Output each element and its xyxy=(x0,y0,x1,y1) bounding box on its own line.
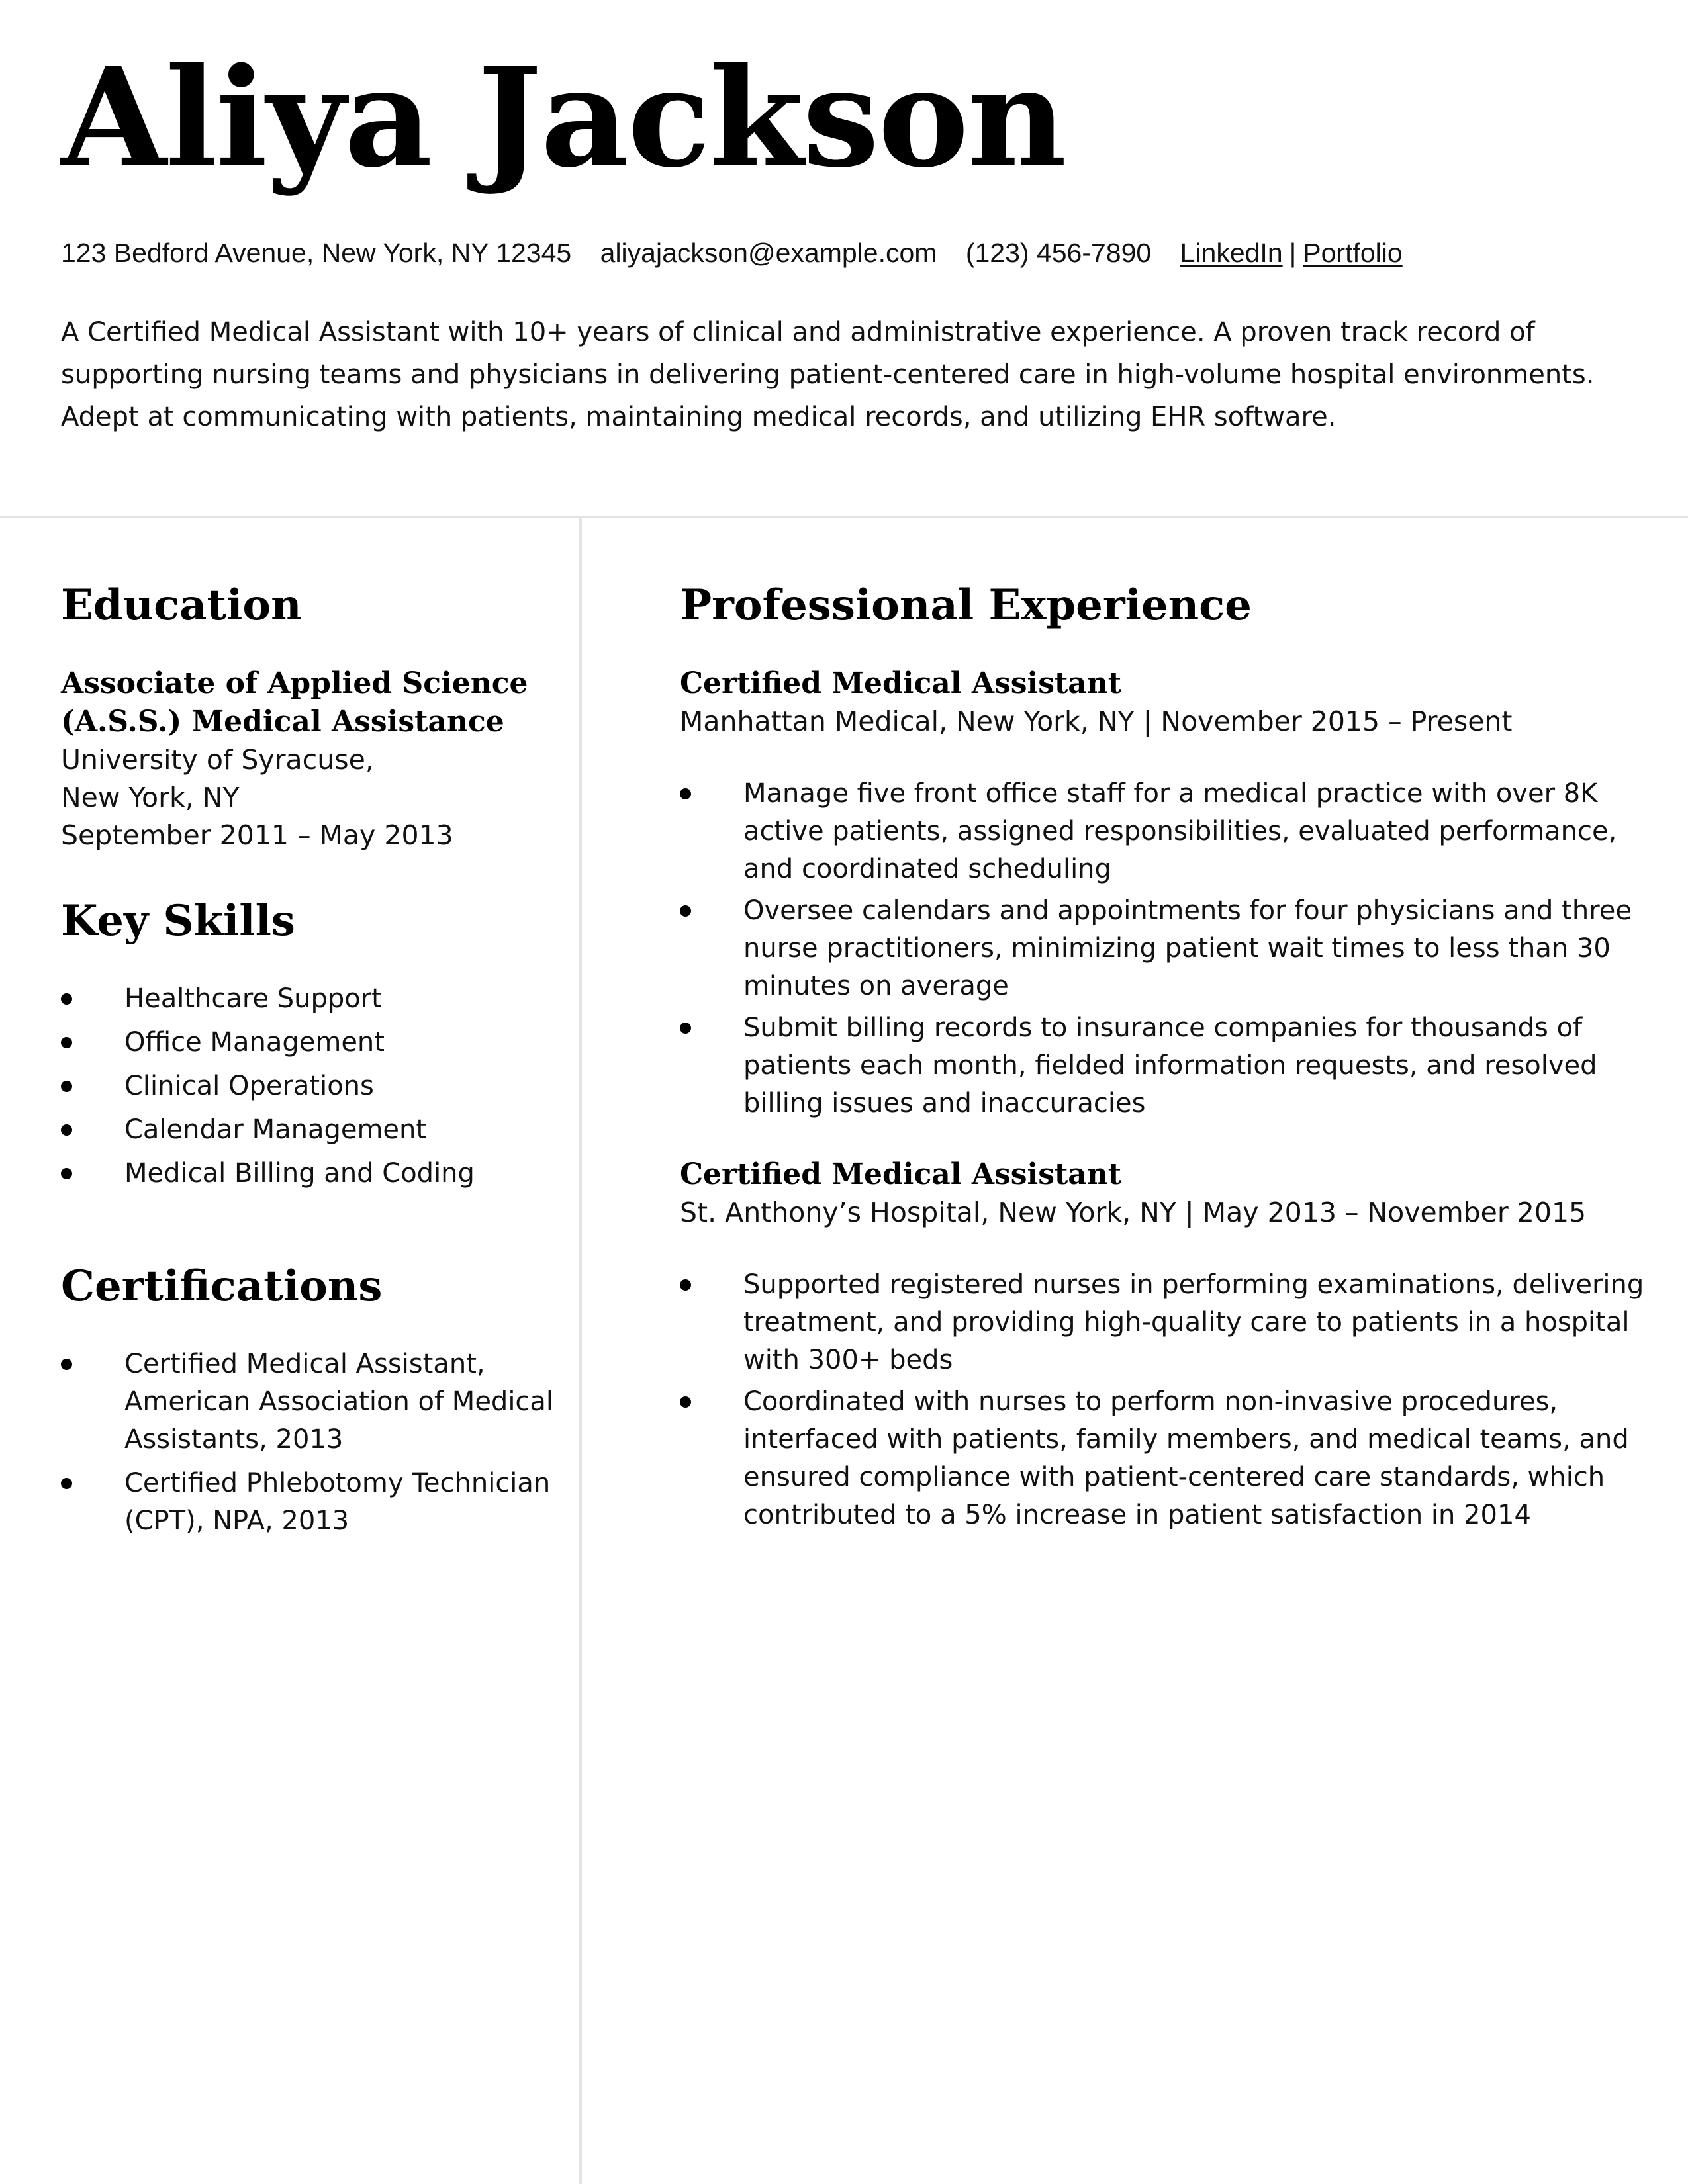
job-bullets xyxy=(680,1266,1646,1534)
education-section xyxy=(61,576,564,854)
skill-item: Healthcare Support xyxy=(61,980,564,1018)
phone: (123) 456-7890 xyxy=(965,238,1152,268)
job-entry xyxy=(680,1156,1646,1534)
skills-heading: Key Skills xyxy=(61,896,295,946)
certification-item: Certified Medical Assistant, American Association of Medical Assistants, 2013 xyxy=(61,1345,564,1459)
right-column xyxy=(680,576,1646,1538)
email: aliyajackson@example.com xyxy=(600,238,937,268)
column-divider xyxy=(579,517,582,2184)
certifications-section xyxy=(61,1257,564,1540)
school-line-2: New York, NY xyxy=(61,782,240,813)
degree-line-2: (A.S.S.) Medical Assistance xyxy=(61,705,504,739)
experience-section xyxy=(680,576,1646,1534)
job-title: Certified Medical Assistant xyxy=(680,1158,1122,1191)
bullet-icon xyxy=(61,1081,72,1092)
job-entry xyxy=(680,664,1646,1122)
bullet-icon xyxy=(61,1124,72,1136)
skill-item: Medical Billing and Coding xyxy=(61,1155,564,1193)
bullet-icon xyxy=(680,905,691,917)
certifications-list xyxy=(61,1345,564,1540)
summary-paragraph: A Certified Medical Assistant with 10+ years of clinical and administrative experience. A proven track record of supporting nursing teams and physicians in delivering patient-centered care in high-volume hospital environments. Adept at communicating with patients, maintaining medical records, and utilizing EHR software. xyxy=(61,317,1595,432)
education-dates: September 2011 – May 2013 xyxy=(61,819,453,851)
candidate-name: Aliya Jackson xyxy=(61,38,1066,198)
skill-item: Clinical Operations xyxy=(61,1068,564,1105)
job-bullet: Manage five front office staff for a medical practice with over 8K active patients, assigned responsibilities, evaluated performance, and coordinated scheduling xyxy=(680,775,1646,888)
job-meta: Manhattan Medical, New York, NY | November 2015 – Present xyxy=(680,705,1513,737)
bullet-icon xyxy=(680,1279,691,1291)
job-title: Certified Medical Assistant xyxy=(680,666,1122,700)
bullet-icon xyxy=(61,1478,72,1489)
left-column xyxy=(61,576,564,1546)
bullet-icon xyxy=(680,788,691,799)
certifications-heading: Certifications xyxy=(61,1261,383,1311)
skills-list xyxy=(61,980,564,1193)
contact-line xyxy=(61,234,1403,271)
skill-item: Office Management xyxy=(61,1024,564,1062)
bullet-icon xyxy=(61,1168,72,1179)
job-bullet: Oversee calendars and appointments for four physicians and three nurse practitioners, minimizing patient wait times to less than 30 minutes on average xyxy=(680,892,1646,1005)
skill-item: Calendar Management xyxy=(61,1111,564,1149)
address: 123 Bedford Avenue, New York, NY 12345 xyxy=(61,238,572,268)
job-bullet: Submit billing records to insurance companies for thousands of patients each month, fielded information requests, and resolved billing issues and inaccuracies xyxy=(680,1009,1646,1122)
job-bullet: Coordinated with nurses to perform non-invasive procedures, interfaced with patients, family members, and medical teams, and ensured compliance with patient-centered care standards, which contributed to a 5% increase in patient satisfaction in 2014 xyxy=(680,1383,1646,1534)
bullet-icon xyxy=(61,1037,72,1048)
portfolio-link[interactable]: Portfolio xyxy=(1303,238,1403,268)
bullet-icon xyxy=(680,1023,691,1034)
skills-section xyxy=(61,891,564,1193)
school-line-1: University of Syracuse, xyxy=(61,744,374,776)
job-meta: St. Anthony’s Hospital, New York, NY | May 2013 – November 2015 xyxy=(680,1197,1587,1228)
bullet-icon xyxy=(61,993,72,1005)
degree-line-1: Associate of Applied Science xyxy=(61,666,528,700)
header-divider xyxy=(0,516,1688,518)
certification-item: Certified Phlebotomy Technician (CPT), NPA, 2013 xyxy=(61,1465,564,1540)
bullet-icon xyxy=(61,1359,72,1370)
job-bullets xyxy=(680,775,1646,1122)
bullet-icon xyxy=(680,1396,691,1408)
job-bullet: Supported registered nurses in performing examinations, delivering treatment, and providing high-quality care to patients in a hospital with 300+ beds xyxy=(680,1266,1646,1379)
link-separator: | xyxy=(1289,238,1297,268)
education-heading: Education xyxy=(61,580,302,630)
experience-heading: Professional Experience xyxy=(680,580,1252,630)
linkedin-link[interactable]: LinkedIn xyxy=(1180,238,1283,268)
